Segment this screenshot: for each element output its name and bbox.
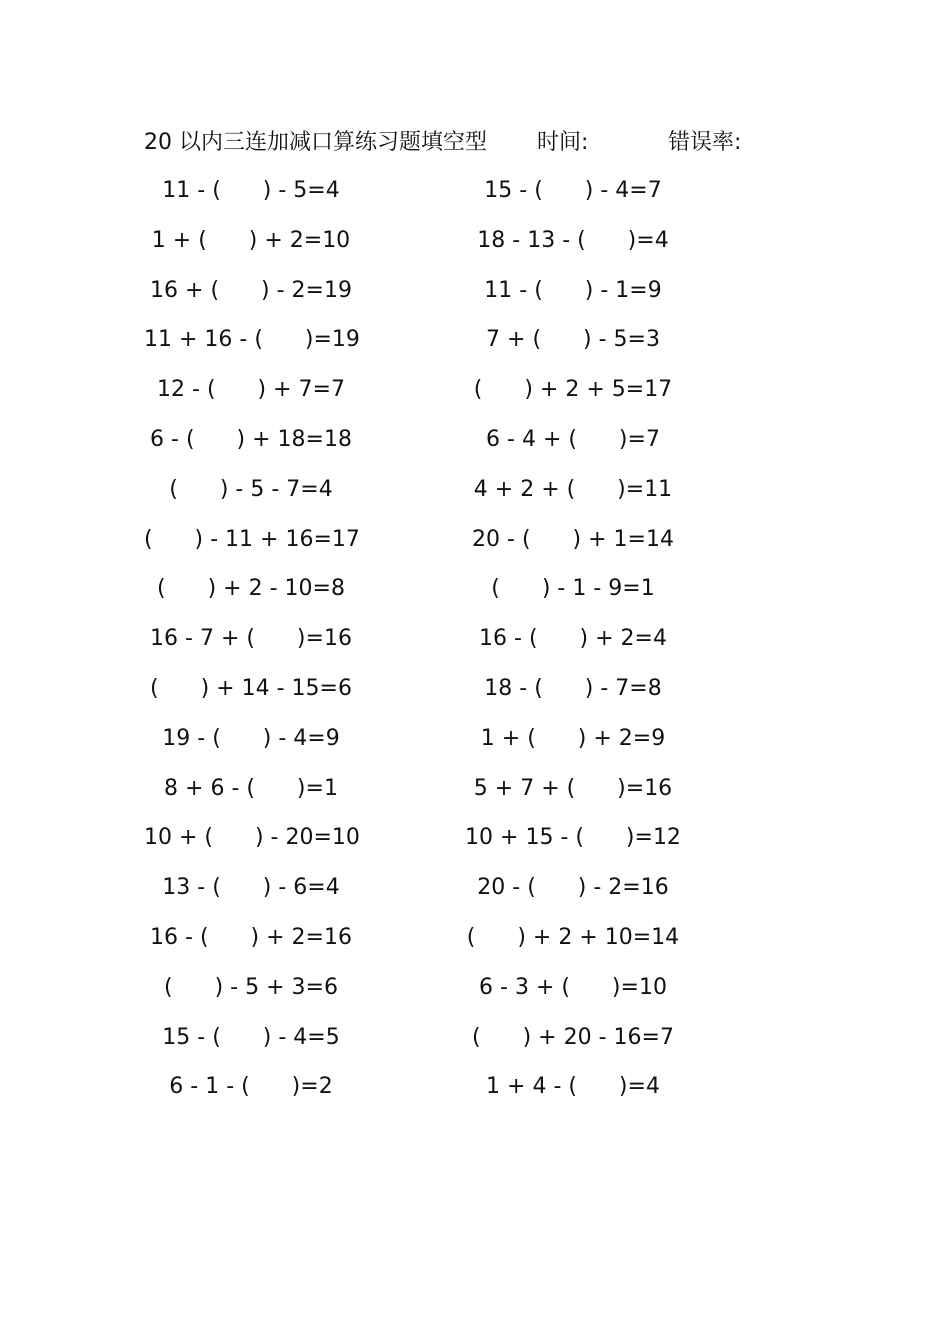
error-rate-label: 错误率: (668, 130, 742, 155)
math-problem: 1 + ( ) + 2=9 (480, 725, 666, 751)
math-problem: 11 - ( ) - 1=9 (484, 277, 662, 303)
math-problem: 11 - ( ) - 5=4 (162, 178, 340, 203)
math-problem: ( ) - 11 + 16=17 (144, 526, 360, 552)
math-problem: 10 + ( ) - 20=10 (144, 825, 360, 851)
math-problem: 19 - ( ) - 4=9 (162, 725, 340, 751)
math-problem: 7 + ( ) - 5=3 (486, 327, 660, 353)
math-problem: 6 - 1 - ( )=2 (169, 1074, 333, 1100)
math-problem: 5 + 7 + ( )=16 (473, 775, 673, 801)
math-problem: ( ) - 5 - 7=4 (169, 476, 333, 502)
math-problem: 6 - 4 + ( )=7 (486, 426, 660, 452)
math-problem: ( ) + 20 - 16=7 (472, 1024, 674, 1050)
math-problem: 6 - ( ) + 18=18 (150, 426, 352, 452)
math-problem: ( ) + 2 + 10=14 (466, 924, 680, 950)
math-problem: 15 - ( ) - 4=5 (162, 1024, 340, 1050)
math-problem: 8 + 6 - ( )=1 (164, 775, 338, 801)
math-problem: 1 + ( ) + 2=10 (151, 227, 351, 253)
math-problem: 12 - ( ) + 7=7 (157, 377, 345, 403)
math-problem: ( ) + 2 + 5=17 (473, 377, 673, 403)
math-problem: 18 - ( ) - 7=8 (484, 675, 662, 701)
math-problem: 15 - ( ) - 4=7 (484, 178, 662, 203)
math-problem: 16 + ( ) - 2=19 (150, 277, 352, 303)
math-problem: 16 - ( ) + 2=4 (479, 626, 667, 652)
math-problem: 16 - 7 + ( )=16 (150, 626, 352, 652)
math-problem: ( ) - 5 + 3=6 (164, 974, 338, 1000)
left-problem-column (144, 168, 358, 1114)
math-problem: 18 - 13 - ( )=4 (477, 227, 669, 253)
math-problem: 10 + 15 - ( )=12 (465, 825, 681, 851)
worksheet-title: 20 以内三连加减口算练习题填空型 (144, 130, 487, 155)
math-problem: ( ) - 1 - 9=1 (491, 576, 655, 602)
right-problem-column (465, 168, 681, 1114)
math-problem: ( ) + 2 - 10=8 (157, 576, 345, 602)
math-problem: 16 - ( ) + 2=16 (150, 924, 352, 950)
math-problem: 11 + 16 - ( )=19 (144, 327, 360, 353)
math-problem: ( ) + 14 - 15=6 (150, 675, 352, 701)
math-problem: 20 - ( ) + 1=14 (472, 526, 674, 552)
math-problem: 1 + 4 - ( )=4 (486, 1074, 660, 1100)
math-problem: 6 - 3 + ( )=10 (479, 974, 667, 1000)
math-problem: 20 - ( ) - 2=16 (477, 875, 669, 901)
time-label: 时间: (537, 130, 589, 155)
math-problem: 4 + 2 + ( )=11 (473, 476, 673, 502)
math-problem: 13 - ( ) - 6=4 (162, 875, 340, 901)
